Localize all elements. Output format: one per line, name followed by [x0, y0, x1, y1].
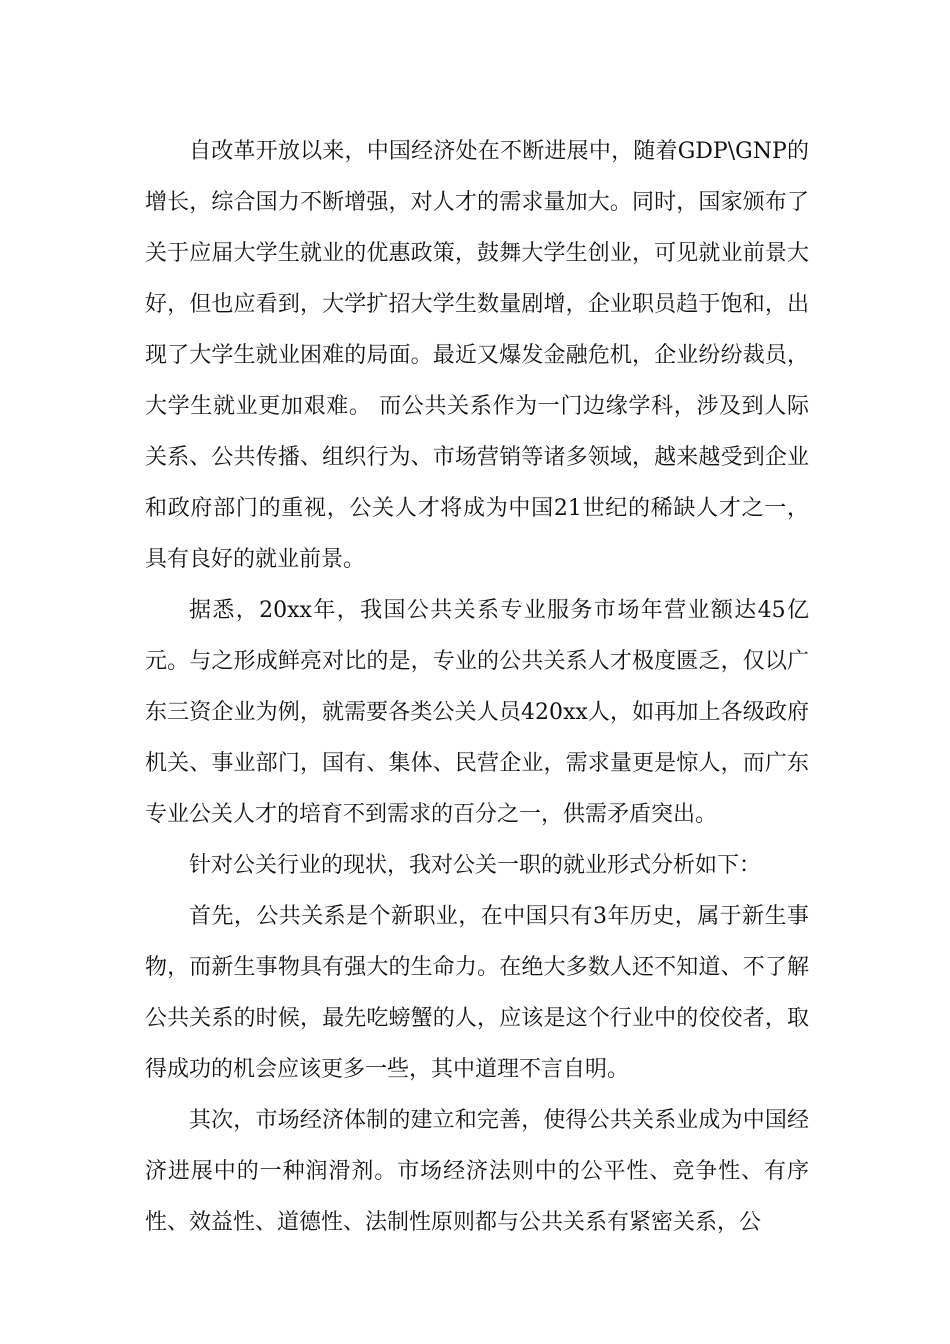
- paragraph-market-figures: 据悉，20xx年，我国公共关系专业服务市场年营业额达45亿元。与之形成鲜亮对比的是，专业的公共关系人才极度匮乏，仅以广东三资企业为例，就需要各类公关人员420xx人，如再加上各级政府机关、事业部门，国有、集体、民营企业，需求量更是惊人，而广东专业公关人才的培育不到需求的百分之一，供需矛盾突出。: [145, 598, 809, 827]
- paragraph-analysis-intro: 针对公关行业的现状，我对公关一职的就业形式分析如下：: [189, 853, 762, 878]
- paragraph-first-point: 首先，公共关系是个新职业，在中国只有3年历史，属于新生事物，而新生事物具有强大的生命力。在绝大多数人还不知道、不了解公共关系的时候，最先吃螃蟹的人，应该是这个行业中的佼佼者，取得成功的机会应该更多一些，其中道理不言自明。: [145, 904, 809, 1082]
- paragraph-second-point: 其次，市场经济体制的建立和完善，使得公共关系业成为中国经济进展中的一种润滑剂。市场经济法则中的公平性、竞争性、有序性、效益性、道德性、法制性原则都与公共关系有紧密关系，公: [145, 1108, 809, 1235]
- paragraph-economy-context: 自改革开放以来，中国经济处在不断进展中，随着GDP\GNP的增长，综合国力不断增强，对人才的需求量加大。同时，国家颁布了关于应届大学生就业的优惠政策，鼓舞大学生创业，可见就业前景大好，但也应看到，大学扩招大学生数量剧增，企业职员趋于饱和，出现了大学生就业困难的局面。最近又爆发金融危机，企业纷纷裁员，大学生就业更加艰难。 而公共关系作为一门边缘学科，涉及到人际关系、公共传播、组织行为、市场营销等诸多领域，越来越受到企业和政府部门的重视，公关人才将成为中国21世纪的稀缺人才之一，具有良好的就业前景。: [145, 139, 809, 572]
- document-body: [145, 126, 809, 1248]
